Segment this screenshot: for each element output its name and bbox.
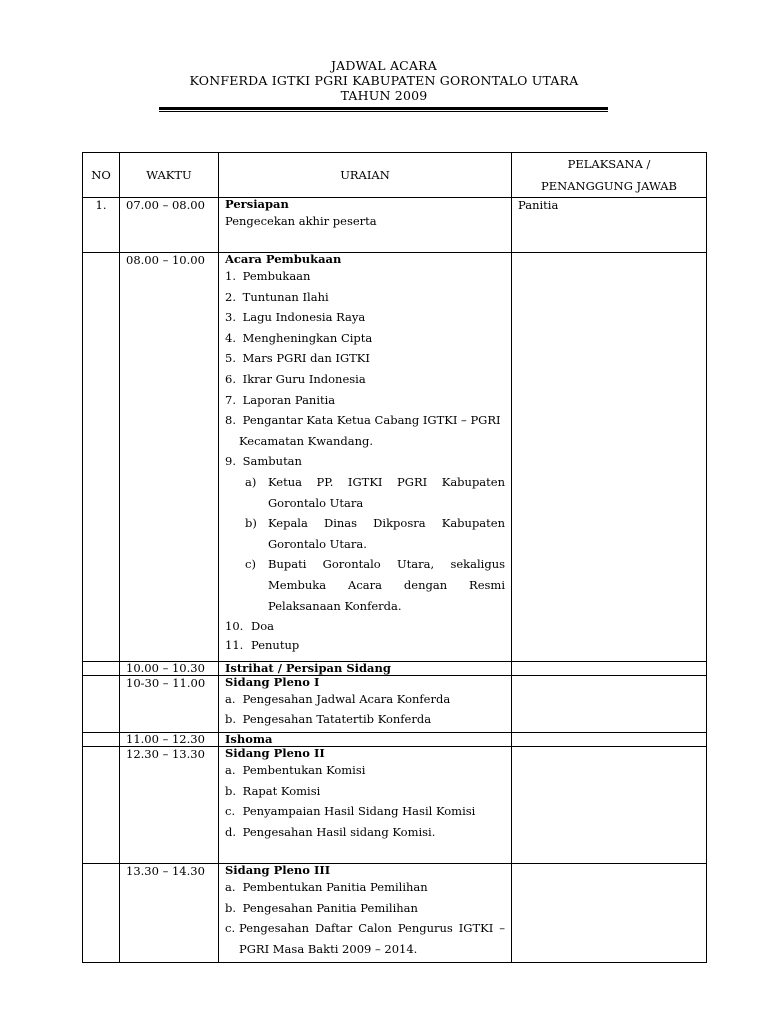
schedule-table bbox=[82, 152, 707, 963]
row-waktu: 10.00 – 10.30 bbox=[120, 662, 219, 676]
list-item: 9. Sambutan bbox=[225, 454, 302, 469]
list-item: 7. Laporan Panitia bbox=[225, 392, 336, 407]
header-pelaksana bbox=[512, 153, 707, 198]
row-uraian bbox=[219, 198, 512, 253]
row-no: 1. bbox=[83, 198, 120, 253]
list-item: 10. Doa bbox=[225, 619, 274, 634]
sub-item: a) Ketua PP. IGTKI PGRI Kabupaten Gorontalo Utara bbox=[245, 474, 505, 510]
row-pelaksana: Panitia bbox=[512, 198, 707, 253]
header-waktu: WAKTU bbox=[120, 153, 219, 198]
section-title: Istrihat / Persipan Sidang bbox=[225, 661, 391, 675]
list-item: 6. Ikrar Guru Indonesia bbox=[225, 371, 366, 386]
row-no bbox=[83, 864, 120, 963]
sub-item: b) Kepala Dinas Dikposra Kabupaten Gorontalo Utara. bbox=[245, 516, 505, 551]
row-no bbox=[83, 253, 120, 662]
section-title: Persiapan bbox=[225, 197, 289, 211]
row-pelaksana bbox=[512, 676, 707, 733]
list-item: b. Pengesahan Tatatertib Konferda bbox=[225, 711, 432, 726]
list-item: c. Penyampaian Hasil Sidang Hasil Komisi bbox=[225, 804, 476, 819]
list-item: 5. Mars PGRI dan IGTKI bbox=[225, 351, 370, 366]
section-title: Sidang Pleno I bbox=[225, 675, 320, 689]
table-row bbox=[83, 198, 707, 253]
list-item: 3. Lagu Indonesia Raya bbox=[225, 310, 366, 325]
row-no bbox=[83, 676, 120, 733]
list-item: 2. Tuntunan Ilahi bbox=[225, 289, 329, 304]
row-uraian bbox=[219, 864, 512, 963]
list-item: a. Pembentukan Komisi bbox=[225, 763, 366, 777]
doc-title: JADWAL ACARA bbox=[330, 58, 438, 73]
row-waktu: 10-30 – 11.00 bbox=[120, 676, 219, 733]
row-uraian bbox=[219, 253, 512, 662]
row-waktu: 12.30 – 13.30 bbox=[120, 747, 219, 864]
section-title: Acara Pembukaan bbox=[225, 252, 342, 266]
row-uraian bbox=[219, 676, 512, 733]
header-rule-thick bbox=[159, 107, 608, 110]
table-header-row bbox=[83, 153, 707, 198]
list-item: 11. Penutup bbox=[225, 637, 300, 652]
row-pelaksana bbox=[512, 864, 707, 963]
list-item: b. Rapat Komisi bbox=[225, 783, 321, 798]
row-pelaksana bbox=[512, 733, 707, 747]
header-rule-thin bbox=[159, 111, 608, 112]
doc-subtitle: KONFERDA IGTKI PGRI KABUPATEN GORONTALO UTARA bbox=[189, 73, 579, 88]
list-item-continuation: Kecamatan Kwandang. bbox=[239, 433, 374, 448]
row-uraian bbox=[219, 747, 512, 864]
list-item: d. Pengesahan Hasil sidang Komisi. bbox=[225, 824, 436, 839]
list-item: b. Pengesahan Panitia Pemilihan bbox=[225, 900, 418, 915]
row-pelaksana bbox=[512, 747, 707, 864]
header-no: NO bbox=[83, 153, 120, 198]
section-title: Sidang Pleno III bbox=[225, 863, 331, 877]
list-item: c. Pengesahan Daftar Calon Pengurus IGTKI – PGRI Masa Bakti 2009 – 2014. bbox=[225, 921, 505, 956]
list-item: a. Pengesahan Jadwal Acara Konferda bbox=[225, 692, 451, 706]
row-waktu: 08.00 – 10.00 bbox=[120, 253, 219, 662]
table-row bbox=[83, 747, 707, 864]
row-waktu: 11.00 – 12.30 bbox=[120, 733, 219, 747]
table-row bbox=[83, 733, 707, 747]
row-uraian bbox=[219, 662, 512, 676]
row-waktu: 13.30 – 14.30 bbox=[120, 864, 219, 963]
list-item: 8. Pengantar Kata Ketua Cabang IGTKI – PGRI bbox=[225, 413, 501, 428]
list-item: a. Pembentukan Panitia Pemilihan bbox=[225, 880, 428, 894]
row-uraian bbox=[219, 733, 512, 747]
sub-item: c) Bupati Gorontalo Utara, sekaligus Membuka Acara dengan Resmi Pelaksanaan Konferda. bbox=[245, 557, 505, 613]
table-row bbox=[83, 676, 707, 733]
section-title: Ishoma bbox=[225, 732, 273, 746]
table-row bbox=[83, 662, 707, 676]
row-waktu: 07.00 – 08.00 bbox=[120, 198, 219, 253]
table-row bbox=[83, 864, 707, 963]
doc-year: TAHUN 2009 bbox=[340, 88, 428, 103]
row-no bbox=[83, 733, 120, 747]
header-uraian: URAIAN bbox=[219, 153, 512, 198]
row-no bbox=[83, 747, 120, 864]
section-title: Sidang Pleno II bbox=[225, 746, 325, 760]
list-item: 4. Mengheningkan Cipta bbox=[225, 330, 373, 345]
row-no bbox=[83, 662, 120, 676]
header-pelaksana-line2: PENANGGUNG JAWAB bbox=[541, 179, 677, 193]
list-item: Pengecekan akhir peserta bbox=[225, 214, 377, 228]
document-header bbox=[0, 58, 768, 103]
row-pelaksana bbox=[512, 662, 707, 676]
list-item: 1. Pembukaan bbox=[225, 269, 311, 283]
header-pelaksana-line1: PELAKSANA / bbox=[567, 157, 651, 171]
table-row bbox=[83, 253, 707, 662]
row-pelaksana bbox=[512, 253, 707, 662]
